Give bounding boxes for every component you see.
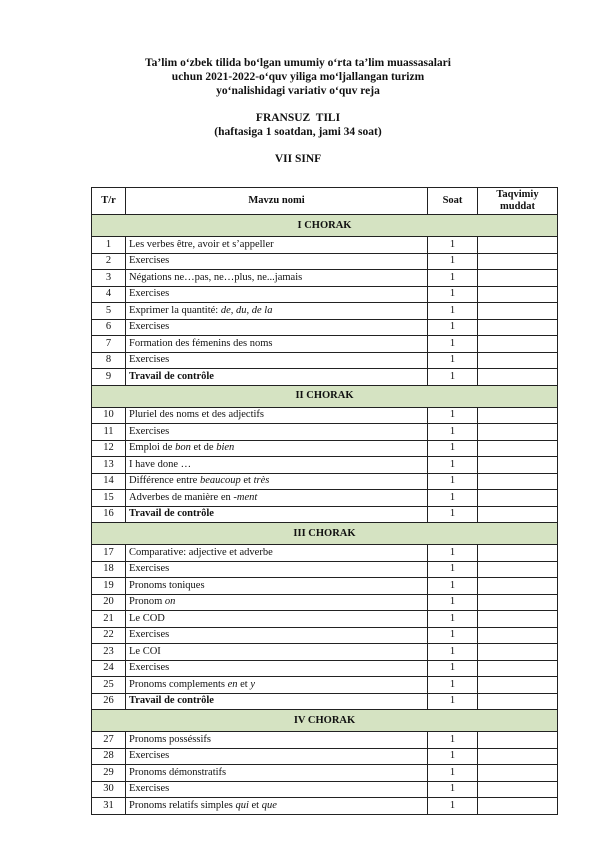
hours-value: 1 (428, 611, 478, 628)
topic-name (126, 369, 428, 386)
hours-value: 1 (428, 506, 478, 523)
date-cell (478, 594, 558, 611)
date-cell (478, 424, 558, 441)
table-row (92, 693, 558, 710)
hours-value: 1 (428, 660, 478, 677)
topic-text: Pronom (129, 596, 165, 608)
topic-text: et (248, 799, 262, 811)
column-header-number: T/r (92, 188, 126, 215)
date-cell (478, 352, 558, 369)
row-number: 25 (92, 677, 126, 694)
row-number: 1 (92, 237, 126, 254)
topic-name (126, 578, 428, 595)
topic-name (126, 286, 428, 303)
hours-value: 1 (428, 594, 478, 611)
topic-term-italic: bien (216, 442, 235, 454)
table-row (92, 611, 558, 628)
topic-name (126, 490, 428, 507)
table-row (92, 798, 558, 815)
row-number: 23 (92, 644, 126, 661)
table-row (92, 303, 558, 320)
date-cell (478, 237, 558, 254)
date-cell (478, 457, 558, 474)
table-row (92, 457, 558, 474)
row-number: 7 (92, 336, 126, 353)
topic-text: Travail de contrôle (129, 695, 214, 707)
date-cell (478, 561, 558, 578)
hours-value: 1 (428, 677, 478, 694)
row-number: 27 (92, 732, 126, 749)
row-number: 16 (92, 506, 126, 523)
column-header-topic: Mavzu nomi (126, 188, 428, 215)
row-number: 4 (92, 286, 126, 303)
date-cell (478, 506, 558, 523)
hours-value: 1 (428, 748, 478, 765)
hours-value: 1 (428, 440, 478, 457)
hours-value: 1 (428, 319, 478, 336)
row-number: 13 (92, 457, 126, 474)
hours-value: 1 (428, 253, 478, 270)
date-cell (478, 660, 558, 677)
topic-name (126, 473, 428, 490)
table-row (92, 490, 558, 507)
row-number: 17 (92, 545, 126, 562)
topic-name (126, 627, 428, 644)
table-row (92, 660, 558, 677)
hours-value: 1 (428, 561, 478, 578)
table-row (92, 424, 558, 441)
hours-value: 1 (428, 352, 478, 369)
row-number: 14 (92, 473, 126, 490)
topic-text: et (237, 678, 251, 690)
date-cell (478, 693, 558, 710)
date-cell (478, 765, 558, 782)
hours-value: 1 (428, 424, 478, 441)
topic-name (126, 677, 428, 694)
table-row (92, 473, 558, 490)
table-row (92, 561, 558, 578)
row-number: 19 (92, 578, 126, 595)
date-cell (478, 270, 558, 287)
topic-text: et de (190, 442, 217, 454)
topic-name (126, 693, 428, 710)
topic-name (126, 798, 428, 815)
row-number: 30 (92, 781, 126, 798)
topic-text: Formation des fémenins des noms (129, 337, 273, 349)
topic-text: Exercises (129, 425, 170, 437)
date-cell (478, 286, 558, 303)
table-row (92, 781, 558, 798)
date-cell (478, 407, 558, 424)
document-header (0, 56, 596, 166)
row-number: 29 (92, 765, 126, 782)
topic-term-italic: en (227, 678, 238, 690)
topic-name (126, 407, 428, 424)
topic-text: Travail de contrôle (129, 370, 214, 382)
topic-text: Adverbes de manière en (129, 491, 234, 503)
row-number: 12 (92, 440, 126, 457)
topic-text: Pronoms complements (129, 678, 228, 690)
row-number: 9 (92, 369, 126, 386)
topic-name (126, 352, 428, 369)
topic-text: Exercises (129, 750, 170, 762)
topic-term-italic: bon (175, 442, 191, 454)
table-row (92, 270, 558, 287)
hours-value: 1 (428, 286, 478, 303)
table-row (92, 369, 558, 386)
section-header-row (92, 710, 558, 732)
topic-text: Pronoms posséssifs (129, 733, 211, 745)
table-row (92, 644, 558, 661)
topic-name (126, 303, 428, 320)
topic-name (126, 457, 428, 474)
row-number: 24 (92, 660, 126, 677)
header-line-2: uchun 2021-2022-o‘quv yiliga mo‘ljallangan turizm (171, 71, 425, 83)
topic-name (126, 237, 428, 254)
topic-term-italic: on (164, 596, 176, 608)
hours-value: 1 (428, 336, 478, 353)
date-cell (478, 545, 558, 562)
topic-name (126, 644, 428, 661)
hours-value: 1 (428, 798, 478, 815)
table-row (92, 237, 558, 254)
topic-text: Le COI (129, 645, 161, 657)
table-row (92, 677, 558, 694)
topic-term-italic: de, du, de la (220, 304, 273, 316)
topic-text: Travail de contrôle (129, 508, 214, 520)
row-number: 5 (92, 303, 126, 320)
hours-value: 1 (428, 369, 478, 386)
date-cell (478, 781, 558, 798)
topic-name (126, 732, 428, 749)
hours-value: 1 (428, 693, 478, 710)
row-number: 6 (92, 319, 126, 336)
date-cell (478, 677, 558, 694)
date-cell (478, 611, 558, 628)
date-cell (478, 644, 558, 661)
section-title: IV CHORAK (92, 710, 558, 732)
row-number: 20 (92, 594, 126, 611)
row-number: 28 (92, 748, 126, 765)
hours-value: 1 (428, 270, 478, 287)
topic-name (126, 748, 428, 765)
topic-name (126, 253, 428, 270)
date-cell (478, 473, 558, 490)
section-title: I CHORAK (92, 215, 558, 237)
topic-text: Le COD (129, 612, 165, 624)
column-header-date: Taqvimiy muddat (478, 188, 558, 215)
date-cell (478, 490, 558, 507)
row-number: 26 (92, 693, 126, 710)
table-row (92, 407, 558, 424)
header-line-1: Ta’lim o‘zbek tilida bo‘lgan umumiy o‘rta ta’lim muassasalari (145, 57, 451, 69)
header-line-3: yo‘nalishidagi variativ o‘quv reja (216, 85, 380, 97)
table-row (92, 578, 558, 595)
topic-text: et (240, 475, 254, 487)
table-row (92, 440, 558, 457)
hours-value: 1 (428, 457, 478, 474)
date-cell (478, 369, 558, 386)
row-number: 18 (92, 561, 126, 578)
row-number: 11 (92, 424, 126, 441)
curriculum-table (91, 187, 558, 815)
date-cell (478, 336, 558, 353)
topic-name (126, 545, 428, 562)
date-cell (478, 627, 558, 644)
date-cell (478, 303, 558, 320)
section-header-row (92, 215, 558, 237)
topic-term-italic: beaucoup (199, 475, 241, 487)
hours-value: 1 (428, 303, 478, 320)
hours-value: 1 (428, 781, 478, 798)
row-number: 21 (92, 611, 126, 628)
topic-name (126, 270, 428, 287)
hours-value: 1 (428, 644, 478, 661)
topic-name (126, 781, 428, 798)
date-cell (478, 732, 558, 749)
topic-text: Les verbes être, avoir et s’appeller (129, 238, 274, 250)
row-number: 8 (92, 352, 126, 369)
topic-text: Pronoms relatifs simples (129, 799, 236, 811)
table-row (92, 253, 558, 270)
table-row (92, 506, 558, 523)
topic-text: Pronoms démonstratifs (129, 766, 227, 778)
hours-value: 1 (428, 578, 478, 595)
section-header-row (92, 523, 558, 545)
date-cell (478, 440, 558, 457)
table-row (92, 627, 558, 644)
topic-text: Différence entre (129, 475, 200, 487)
topic-term-italic: qui (235, 799, 249, 811)
topic-name (126, 660, 428, 677)
topic-text: Exercises (129, 563, 170, 575)
hours-value: 1 (428, 545, 478, 562)
row-number: 22 (92, 627, 126, 644)
topic-text: Exercises (129, 354, 170, 366)
subject-title: FRANSUZ TILI (255, 112, 341, 124)
topic-text: Comparative: adjective et adverbe (129, 546, 273, 558)
date-cell (478, 748, 558, 765)
table-row (92, 765, 558, 782)
topic-term-italic: -ment (233, 491, 258, 503)
column-header-hours: Soat (428, 188, 478, 215)
topic-text: I have done … (129, 458, 192, 470)
table-row (92, 545, 558, 562)
table-row (92, 594, 558, 611)
date-cell (478, 578, 558, 595)
topic-name (126, 506, 428, 523)
table-row (92, 319, 558, 336)
row-number: 2 (92, 253, 126, 270)
topic-name (126, 440, 428, 457)
topic-text: Exercises (129, 255, 170, 267)
topic-name (126, 319, 428, 336)
table-row (92, 748, 558, 765)
table-body (92, 215, 558, 815)
topic-text: Pronoms toniques (129, 579, 205, 591)
table-row (92, 732, 558, 749)
row-number: 10 (92, 407, 126, 424)
hours-value: 1 (428, 237, 478, 254)
hours-value: 1 (428, 765, 478, 782)
table-row (92, 336, 558, 353)
topic-text: Négations ne…pas, ne…plus, ne...jamais (129, 271, 303, 283)
topic-term-italic: y (250, 678, 255, 690)
table-row (92, 352, 558, 369)
topic-text: Exprimer la quantité: (129, 304, 221, 316)
topic-name (126, 561, 428, 578)
hours-value: 1 (428, 407, 478, 424)
row-number: 3 (92, 270, 126, 287)
section-header-row (92, 385, 558, 407)
topic-name (126, 336, 428, 353)
hours-value: 1 (428, 490, 478, 507)
weekly-hours: (haftasiga 1 soatdan, jami 34 soat) (214, 126, 382, 138)
section-title: II CHORAK (92, 385, 558, 407)
row-number: 15 (92, 490, 126, 507)
table-row (92, 286, 558, 303)
date-cell (478, 253, 558, 270)
topic-name (126, 611, 428, 628)
hours-value: 1 (428, 627, 478, 644)
topic-text: Exercises (129, 321, 170, 333)
topic-text: Exercises (129, 662, 170, 674)
topic-name (126, 765, 428, 782)
date-cell (478, 319, 558, 336)
section-title: III CHORAK (92, 523, 558, 545)
hours-value: 1 (428, 732, 478, 749)
hours-value: 1 (428, 473, 478, 490)
topic-text: Emploi de (129, 442, 176, 454)
row-number: 31 (92, 798, 126, 815)
topic-text: Exercises (129, 288, 170, 300)
topic-term-italic: que (261, 799, 277, 811)
topic-name (126, 594, 428, 611)
topic-text: Exercises (129, 629, 170, 641)
topic-text: Exercises (129, 783, 170, 795)
topic-text: Pluriel des noms et des adjectifs (129, 409, 265, 421)
topic-name (126, 424, 428, 441)
topic-term-italic: très (253, 475, 270, 487)
grade-title: VII SINF (274, 153, 322, 165)
date-cell (478, 798, 558, 815)
table-header-row (92, 188, 558, 215)
